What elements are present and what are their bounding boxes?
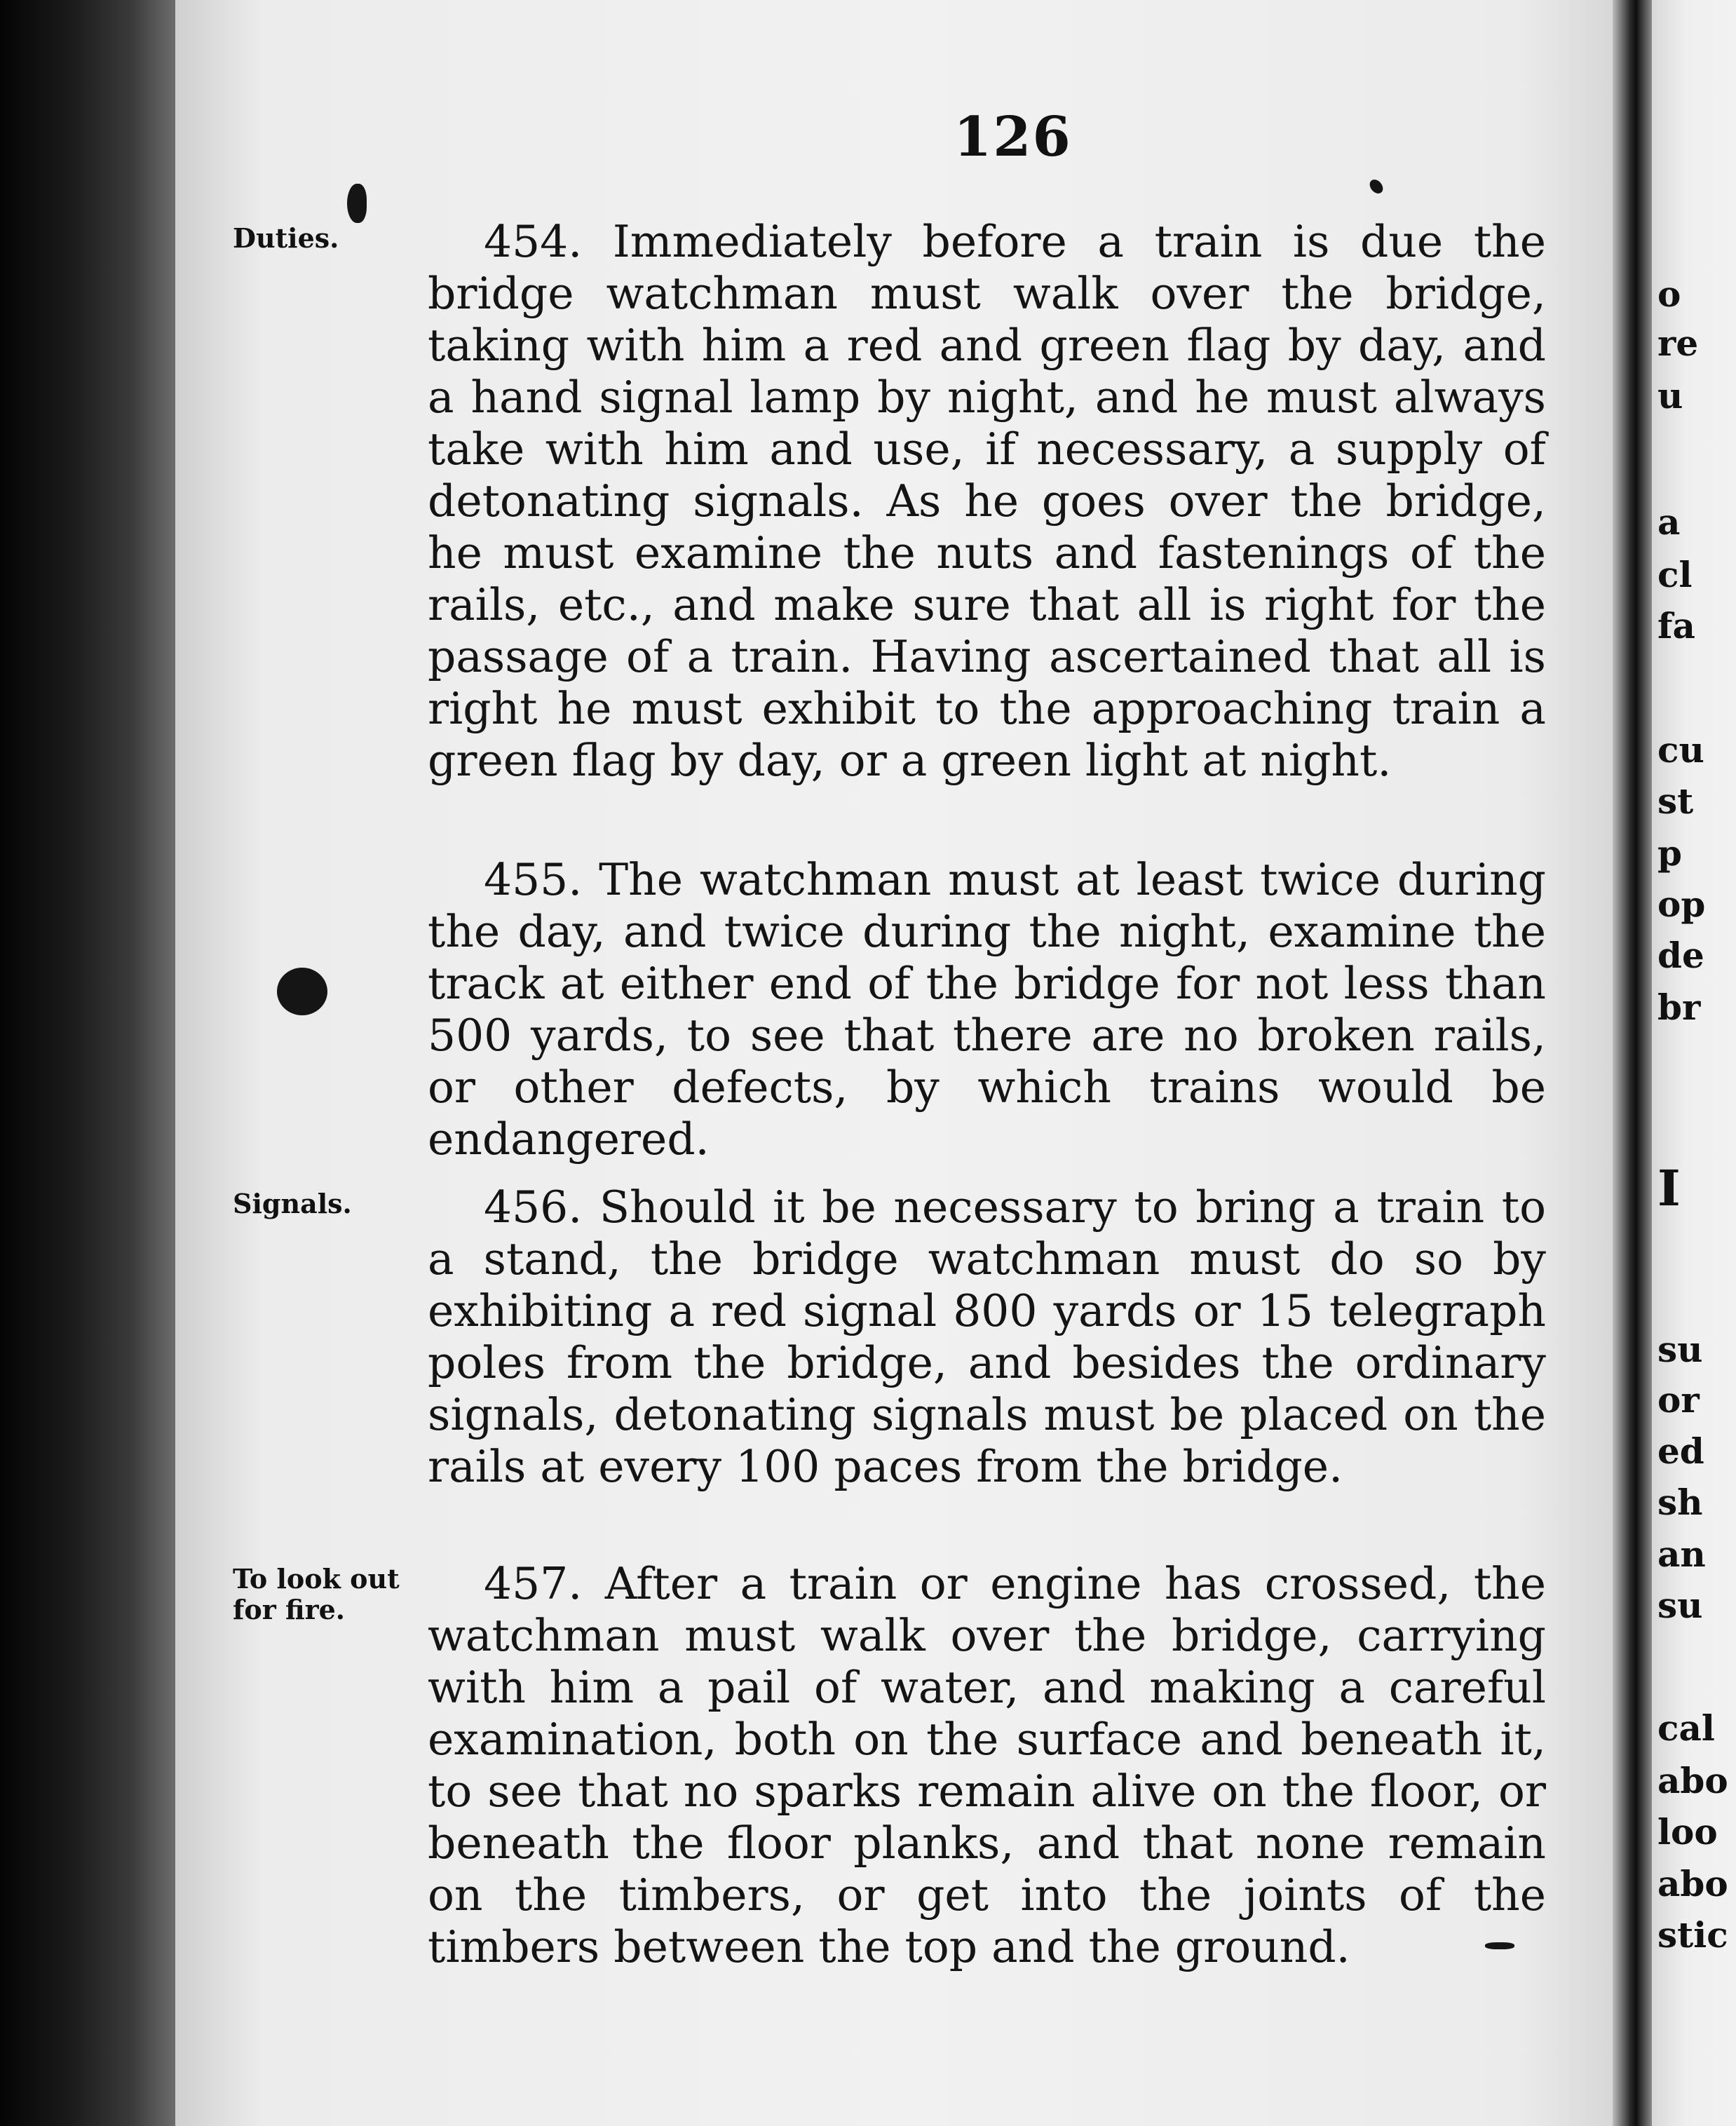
facing-fragment: ed: [1657, 1430, 1704, 1472]
ink-speck: [347, 184, 367, 223]
paragraph-number: 456.: [484, 1182, 583, 1233]
paragraph-456: [428, 1182, 1546, 1493]
ink-speck: [277, 968, 327, 1015]
facing-fragment: o: [1657, 273, 1681, 315]
paragraph-number: 457.: [484, 1558, 583, 1609]
facing-fragment: an: [1657, 1533, 1706, 1575]
paragraph-text: After a train or engine has crossed, the watchman must walk over the bridge, carrying with him a pail of water, and making a careful examination, both on the surface and beneath it, to see that no sparks remain alive on the floor, or beneath the floor planks, and that none remain on the timbers, or get into the joints of the timbers between the top and the ground.: [428, 1558, 1547, 1972]
facing-fragment: cal: [1657, 1707, 1715, 1749]
facing-fragment: p: [1657, 832, 1682, 874]
facing-page: [1652, 0, 1736, 2126]
facing-fragment: su: [1657, 1585, 1703, 1626]
facing-fragment: I: [1657, 1159, 1681, 1217]
facing-fragment: abo: [1657, 1760, 1728, 1801]
facing-fragment: or: [1657, 1379, 1700, 1421]
facing-fragment: st: [1657, 780, 1694, 822]
facing-fragment: cl: [1657, 554, 1693, 595]
paragraph-455: [428, 854, 1546, 1165]
paragraph-text: Immediately before a train is due the bridge watchman must walk over the bridge, taking with him a red and green flag by day, and a hand signal lamp by night, and he must always take with him and use, if necessary, a supply of detonating signals. As he goes over the bridge, he must examine the nuts and fastenings of the rails, etc., and make sure that all is right for the passage of a train. Having ascertained that all is right he must exhibit to the approaching train a green flag by day, or a green light at night.: [428, 216, 1546, 786]
paragraph-text: Should it be necessary to bring a train to a stand, the bridge watchman must do so by exhibiting a red signal 800 yards or 15 telegraph poles from the bridge, and besides the ordinary signals, detonating signals must be placed on the rails at every 100 paces from the bridge.: [428, 1182, 1546, 1492]
facing-fragment: stic: [1657, 1914, 1728, 1956]
facing-fragment: a: [1657, 501, 1681, 543]
facing-fragment: sh: [1657, 1482, 1703, 1523]
paragraph-457: [428, 1558, 1546, 1973]
paragraph-number: 455.: [484, 854, 583, 905]
margin-note-duties: Duties.: [233, 222, 339, 254]
paragraph-text: The watchman must at least twice during the day, and twice during the night, examine the track at either end of the bridge for not less than 500 yards, to see that there are no broken rails, or other defects, by which trains would be endangered.: [428, 854, 1546, 1165]
facing-fragment: cu: [1657, 729, 1704, 771]
facing-fragment: re: [1657, 323, 1699, 364]
page-gutter: [1613, 0, 1652, 2126]
facing-fragment: u: [1657, 375, 1683, 417]
facing-fragment: loo: [1657, 1811, 1718, 1853]
paragraph-number: 454.: [484, 216, 583, 267]
binding-edge: [0, 0, 175, 2126]
facing-fragment: br: [1657, 987, 1701, 1028]
facing-fragment: de: [1657, 935, 1704, 976]
facing-fragment: fa: [1657, 605, 1695, 646]
margin-note-lookout: To look out for fire.: [233, 1563, 400, 1625]
facing-fragment: op: [1657, 883, 1706, 925]
paragraph-454: [428, 216, 1546, 787]
facing-fragment: su: [1657, 1329, 1703, 1370]
facing-fragment: abo: [1657, 1863, 1728, 1904]
margin-note-signals: Signals.: [233, 1188, 352, 1219]
page-number: 126: [954, 105, 1072, 169]
